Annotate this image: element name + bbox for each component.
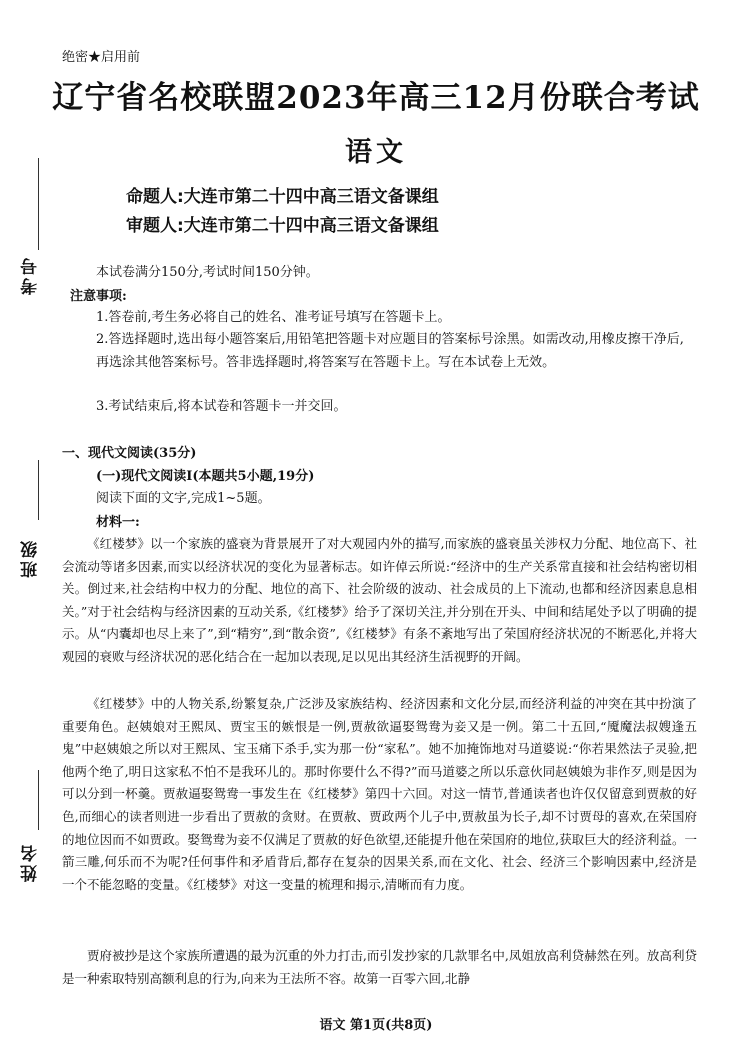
exam-no-label: 考号 (21, 255, 41, 295)
exam-title: 辽宁省名校联盟2023年高三12月份联合考试 (52, 80, 700, 116)
exam-no-line (38, 158, 39, 250)
subsection-title: (一)现代文阅读Ⅰ(本题共5小题,19分) (96, 469, 315, 484)
subject-title: 语文 (345, 137, 407, 168)
reading-instruction: 阅读下面的文字,完成1~5题。 (96, 491, 271, 506)
paragraph: 《红楼梦》以一个家族的盛衰为背景展开了对大观园内外的描写,而家族的盛衰虽关涉权力分配、地位高下、社会流动等诸多因素,而实以经济状况的变化为显著标志。如许倬云所说:“经济中的生产关系常直接和社会结构密切相关。倒过来,社会结构中权力的分配、地位的高下、社会阶级的波动、社会成员的上下流动,也都和经济因素息息相关。”对于社会结构与经济因素的互动关系,《红楼梦》给予了深切关注,并分别在开头、中间和结尾处予以了明确的提示。从“内囊却也尽上来了”,到“精穷”,到“散余资”,《红楼梦》有条不紊地写出了荣国府经济状况的不断恶化,并将大观园的衰败与经济状况的恶化结合在一起加以表现,足以见出其经济生活视野的开阔。 (62, 536, 697, 664)
author-line: 命题人:大连市第二十四中高三语文备课组 (126, 187, 439, 207)
page-footer: 语文 第1页(共8页) (319, 1018, 433, 1033)
material-label: 材料一: (96, 515, 140, 530)
paragraph: 贾府被抄是这个家族所遭遇的最为沉重的外力打击,而引发抄家的几款罪名中,凤姐放高利贷赫然在列。放高利贷是一种索取特别高额利息的行为,向来为王法所不容。故第一百零六回,北静 (62, 948, 697, 986)
notice-item: 2.答选择题时,选出每小题答案后,用铅笔把答题卡对应题目的答案标号涂黑。如需改动,用橡皮擦干净后,再选涂其他答案标号。答非选择题时,将答案写在答题卡上。写在本试卷上无效。 (96, 332, 684, 370)
section-title: 一、现代文阅读(35分) (62, 446, 197, 461)
notice-item: 3.考试结束后,将本试卷和答题卡一并交回。 (96, 399, 347, 414)
reviewer-line: 审题人:大连市第二十四中高三语文备课组 (126, 216, 439, 236)
notice-title: 注意事项: (70, 289, 127, 304)
class-line (38, 460, 39, 520)
confidential-label: 绝密★启用前 (62, 50, 141, 65)
name-line (38, 770, 39, 830)
exam-intro: 本试卷满分150分,考试时间150分钟。 (96, 265, 319, 280)
class-label: 班级 (21, 538, 41, 578)
name-label: 姓名 (21, 842, 41, 882)
notice-item: 1.答卷前,考生务必将自己的姓名、准考证号填写在答题卡上。 (96, 310, 451, 325)
paragraph: 《红楼梦》中的人物关系,纷繁复杂,广泛涉及家族结构、经济因素和文化分层,而经济利益的冲突在其中扮演了重要角色。赵姨娘对王熙凤、贾宝玉的嫉恨是一例,贾赦欲逼娶鸳鸯为妾又是一例。第二十五回,“魇魔法叔嫂逢五鬼”中赵姨娘之所以对王熙凤、宝玉痛下杀手,实为那一份“家私”。她不加掩饰地对马道婆说:“你若果然法子灵验,把他两个绝了,明日这家私不怕不是我环儿的。那时你要什么不得?”而马道婆之所以乐意伙同赵姨娘为非作歹,则是因为可以分到一杯羹。贾赦逼娶鸳鸯一事发生在《红楼梦》第四十六回。对这一情节,普通读者也许仅仅留意到贾赦的好色,而细心的读者则进一步看出了贾赦的贪财。在贾赦、贾政两个儿子中,贾赦虽为长子,却不讨贾母的喜欢,在荣国府的地位因而不如贾政。娶鸳鸯为妾不仅满足了贾赦的好色欲望,还能提升他在荣国府的地位,获取巨大的经济利益。一箭三雕,何乐而不为呢?任何事件和矛盾背后,都存在复杂的因果关系,而在文化、社会、经济三个影响因素中,经济是一个不能忽略的变量。《红楼梦》对这一变量的梳理和揭示,清晰而有力度。 (62, 696, 697, 892)
